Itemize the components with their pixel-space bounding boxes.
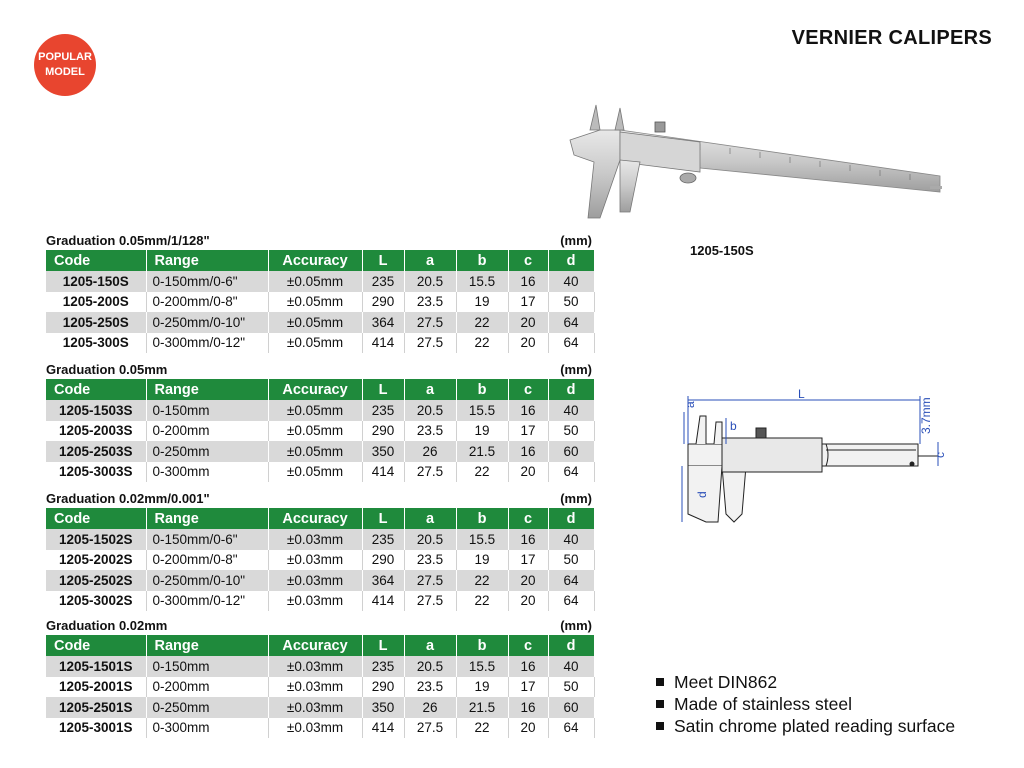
col-range: Range [146, 379, 268, 400]
col-range: Range [146, 508, 268, 529]
table-row [46, 656, 594, 677]
col-accuracy: Accuracy [268, 635, 362, 656]
col-range: Range [146, 635, 268, 656]
cell-a: 27.5 [404, 591, 456, 612]
spec-table-3 [46, 490, 594, 611]
cell-L: 414 [362, 718, 404, 739]
col-d: d [548, 508, 594, 529]
cell-code: 1205-300S [46, 333, 146, 354]
cell-d: 64 [548, 591, 594, 612]
cell-a: 27.5 [404, 718, 456, 739]
cell-code: 1205-2001S [46, 677, 146, 698]
cell-d: 64 [548, 462, 594, 483]
unit-label: (mm) [560, 233, 592, 248]
col-L: L [362, 635, 404, 656]
cell-a: 23.5 [404, 292, 456, 313]
cell-range: 0-250mm [146, 697, 268, 718]
cell-accuracy: ±0.03mm [268, 550, 362, 571]
list-item [656, 693, 955, 715]
dim-label-a: a [683, 401, 697, 408]
cell-a: 23.5 [404, 677, 456, 698]
col-code: Code [46, 379, 146, 400]
col-c: c [508, 508, 548, 529]
cell-d: 40 [548, 400, 594, 421]
col-b: b [456, 250, 508, 271]
cell-L: 350 [362, 697, 404, 718]
cell-L: 290 [362, 677, 404, 698]
cell-d: 50 [548, 677, 594, 698]
col-accuracy: Accuracy [268, 379, 362, 400]
cell-accuracy: ±0.05mm [268, 441, 362, 462]
spec-table-1 [46, 232, 594, 353]
cell-accuracy: ±0.03mm [268, 570, 362, 591]
cell-range: 0-300mm [146, 462, 268, 483]
table-row [46, 718, 594, 739]
cell-code: 1205-150S [46, 271, 146, 292]
cell-a: 27.5 [404, 312, 456, 333]
col-c: c [508, 250, 548, 271]
cell-accuracy: ±0.05mm [268, 462, 362, 483]
spec-table-4 [46, 617, 594, 738]
caliper-photo [560, 100, 950, 225]
table-row [46, 677, 594, 698]
cell-L: 290 [362, 550, 404, 571]
dim-label-3-7mm: 3.7mm [919, 397, 933, 434]
cell-range: 0-200mm/0-8" [146, 292, 268, 313]
badge-line-2: MODEL [45, 66, 85, 78]
cell-a: 20.5 [404, 656, 456, 677]
col-b: b [456, 379, 508, 400]
feature-text: Satin chrome plated reading surface [674, 716, 956, 736]
cell-b: 22 [456, 570, 508, 591]
table-row [46, 591, 594, 612]
dim-label-d: d [695, 491, 709, 498]
cell-L: 414 [362, 591, 404, 612]
col-accuracy: Accuracy [268, 508, 362, 529]
col-d: d [548, 635, 594, 656]
col-range: Range [146, 250, 268, 271]
table-row [46, 441, 594, 462]
cell-a: 27.5 [404, 333, 456, 354]
col-a: a [404, 508, 456, 529]
bullet-square-icon [656, 700, 664, 708]
cell-d: 60 [548, 697, 594, 718]
col-d: d [548, 379, 594, 400]
cell-b: 15.5 [456, 271, 508, 292]
cell-a: 26 [404, 697, 456, 718]
photo-caption: 1205-150S [690, 243, 754, 258]
cell-range: 0-200mm [146, 677, 268, 698]
cell-c: 20 [508, 718, 548, 739]
cell-range: 0-300mm [146, 718, 268, 739]
cell-range: 0-250mm/0-10" [146, 312, 268, 333]
cell-b: 22 [456, 312, 508, 333]
cell-d: 50 [548, 550, 594, 571]
dim-label-c: c [933, 452, 947, 458]
cell-d: 40 [548, 271, 594, 292]
cell-c: 20 [508, 462, 548, 483]
table-row [46, 529, 594, 550]
cell-b: 19 [456, 421, 508, 442]
table-row [46, 400, 594, 421]
dimension-diagram [676, 386, 976, 536]
cell-code: 1205-1502S [46, 529, 146, 550]
cell-b: 21.5 [456, 697, 508, 718]
cell-b: 22 [456, 462, 508, 483]
cell-accuracy: ±0.05mm [268, 292, 362, 313]
cell-accuracy: ±0.05mm [268, 421, 362, 442]
cell-d: 64 [548, 312, 594, 333]
cell-code: 1205-2501S [46, 697, 146, 718]
cell-range: 0-150mm [146, 656, 268, 677]
col-a: a [404, 379, 456, 400]
cell-range: 0-150mm [146, 400, 268, 421]
table-row [46, 550, 594, 571]
cell-accuracy: ±0.05mm [268, 271, 362, 292]
cell-L: 290 [362, 292, 404, 313]
cell-L: 235 [362, 529, 404, 550]
col-code: Code [46, 250, 146, 271]
dim-label-L: L [798, 387, 805, 401]
cell-b: 22 [456, 591, 508, 612]
cell-d: 50 [548, 292, 594, 313]
cell-a: 20.5 [404, 529, 456, 550]
table-row [46, 333, 594, 354]
cell-accuracy: ±0.05mm [268, 400, 362, 421]
cell-b: 19 [456, 550, 508, 571]
cell-accuracy: ±0.03mm [268, 591, 362, 612]
feature-list [656, 671, 955, 737]
cell-c: 16 [508, 529, 548, 550]
table-row [46, 312, 594, 333]
cell-range: 0-150mm/0-6" [146, 529, 268, 550]
table-heading: Graduation 0.05mm [46, 362, 168, 377]
cell-b: 19 [456, 292, 508, 313]
col-d: d [548, 250, 594, 271]
cell-c: 20 [508, 333, 548, 354]
cell-code: 1205-2502S [46, 570, 146, 591]
cell-c: 16 [508, 656, 548, 677]
cell-c: 20 [508, 570, 548, 591]
table-row [46, 570, 594, 591]
cell-d: 40 [548, 529, 594, 550]
cell-accuracy: ±0.03mm [268, 677, 362, 698]
cell-a: 23.5 [404, 550, 456, 571]
cell-c: 17 [508, 550, 548, 571]
cell-accuracy: ±0.03mm [268, 529, 362, 550]
cell-L: 414 [362, 333, 404, 354]
cell-d: 64 [548, 333, 594, 354]
cell-c: 16 [508, 441, 548, 462]
col-L: L [362, 379, 404, 400]
cell-accuracy: ±0.03mm [268, 697, 362, 718]
table-heading: Graduation 0.02mm/0.001" [46, 491, 210, 506]
cell-a: 27.5 [404, 570, 456, 591]
col-code: Code [46, 508, 146, 529]
cell-range: 0-200mm [146, 421, 268, 442]
cell-a: 23.5 [404, 421, 456, 442]
cell-code: 1205-2002S [46, 550, 146, 571]
cell-b: 19 [456, 677, 508, 698]
cell-L: 364 [362, 570, 404, 591]
table-row [46, 271, 594, 292]
cell-b: 22 [456, 718, 508, 739]
cell-accuracy: ±0.03mm [268, 656, 362, 677]
cell-b: 15.5 [456, 529, 508, 550]
cell-a: 20.5 [404, 400, 456, 421]
cell-L: 235 [362, 656, 404, 677]
cell-L: 364 [362, 312, 404, 333]
cell-code: 1205-2003S [46, 421, 146, 442]
cell-c: 17 [508, 677, 548, 698]
cell-L: 235 [362, 271, 404, 292]
unit-label: (mm) [560, 362, 592, 377]
page-title: VERNIER CALIPERS [791, 27, 992, 49]
unit-label: (mm) [560, 491, 592, 506]
col-c: c [508, 635, 548, 656]
cell-b: 15.5 [456, 656, 508, 677]
cell-b: 15.5 [456, 400, 508, 421]
cell-c: 16 [508, 400, 548, 421]
cell-accuracy: ±0.05mm [268, 333, 362, 354]
cell-c: 16 [508, 271, 548, 292]
cell-L: 414 [362, 462, 404, 483]
table-heading: Graduation 0.05mm/1/128" [46, 233, 210, 248]
bullet-square-icon [656, 722, 664, 730]
cell-b: 22 [456, 333, 508, 354]
cell-code: 1205-250S [46, 312, 146, 333]
spec-table-2 [46, 361, 594, 482]
cell-range: 0-200mm/0-8" [146, 550, 268, 571]
cell-code: 1205-1501S [46, 656, 146, 677]
cell-code: 1205-3001S [46, 718, 146, 739]
col-b: b [456, 635, 508, 656]
cell-L: 290 [362, 421, 404, 442]
table-row [46, 462, 594, 483]
cell-c: 20 [508, 312, 548, 333]
cell-d: 64 [548, 570, 594, 591]
cell-L: 350 [362, 441, 404, 462]
cell-L: 235 [362, 400, 404, 421]
cell-code: 1205-3002S [46, 591, 146, 612]
cell-c: 20 [508, 591, 548, 612]
cell-code: 1205-2503S [46, 441, 146, 462]
cell-code: 1205-1503S [46, 400, 146, 421]
cell-a: 27.5 [404, 462, 456, 483]
col-a: a [404, 250, 456, 271]
cell-b: 21.5 [456, 441, 508, 462]
table-row [46, 421, 594, 442]
col-L: L [362, 508, 404, 529]
list-item [656, 715, 955, 737]
table-row [46, 697, 594, 718]
feature-text: Made of stainless steel [674, 694, 853, 714]
cell-d: 50 [548, 421, 594, 442]
dim-label-b: b [730, 419, 737, 433]
cell-range: 0-250mm/0-10" [146, 570, 268, 591]
cell-accuracy: ±0.03mm [268, 718, 362, 739]
cell-code: 1205-200S [46, 292, 146, 313]
col-code: Code [46, 635, 146, 656]
cell-range: 0-300mm/0-12" [146, 333, 268, 354]
badge-line-1: POPULAR [38, 51, 92, 63]
popular-model-badge [34, 34, 96, 96]
col-c: c [508, 379, 548, 400]
cell-c: 17 [508, 421, 548, 442]
table-row [46, 292, 594, 313]
col-L: L [362, 250, 404, 271]
list-item [656, 671, 955, 693]
bullet-square-icon [656, 678, 664, 686]
cell-c: 17 [508, 292, 548, 313]
cell-range: 0-250mm [146, 441, 268, 462]
cell-d: 40 [548, 656, 594, 677]
cell-d: 60 [548, 441, 594, 462]
cell-code: 1205-3003S [46, 462, 146, 483]
cell-accuracy: ±0.05mm [268, 312, 362, 333]
cell-d: 64 [548, 718, 594, 739]
cell-a: 26 [404, 441, 456, 462]
cell-range: 0-150mm/0-6" [146, 271, 268, 292]
col-accuracy: Accuracy [268, 250, 362, 271]
cell-a: 20.5 [404, 271, 456, 292]
col-b: b [456, 508, 508, 529]
cell-range: 0-300mm/0-12" [146, 591, 268, 612]
table-heading: Graduation 0.02mm [46, 618, 168, 633]
cell-c: 16 [508, 697, 548, 718]
unit-label: (mm) [560, 618, 592, 633]
col-a: a [404, 635, 456, 656]
feature-text: Meet DIN862 [674, 672, 778, 692]
